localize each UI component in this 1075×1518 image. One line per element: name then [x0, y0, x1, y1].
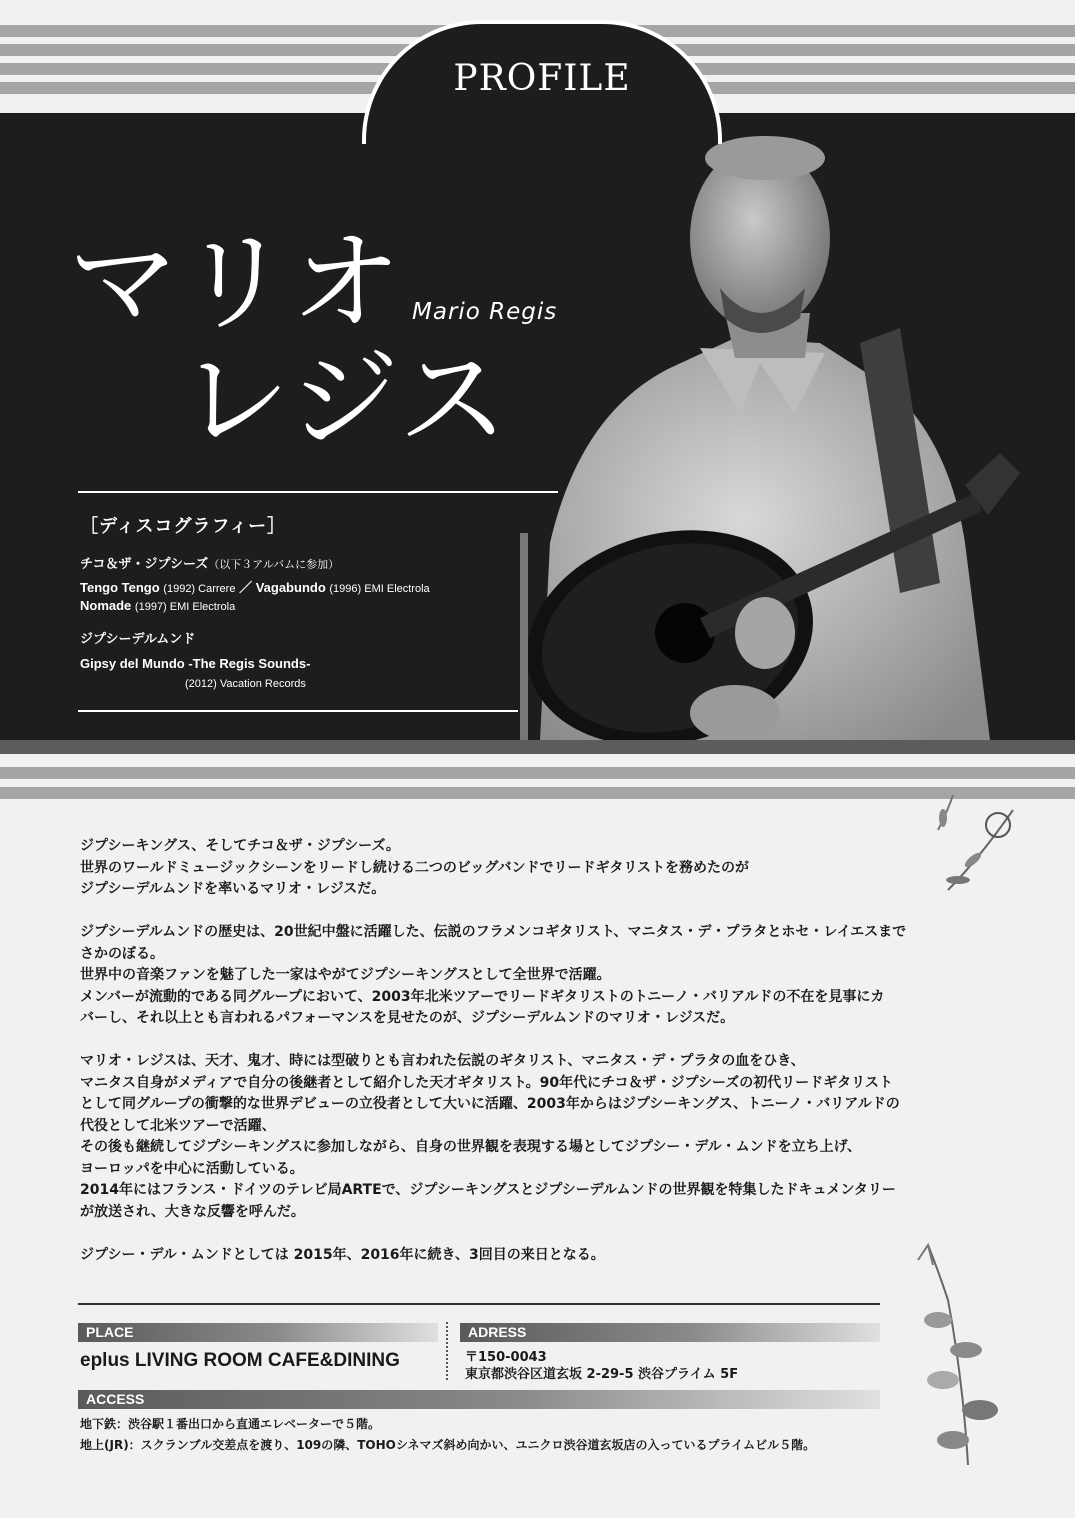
artist-name-kana-line1: マリオ: [68, 219, 403, 347]
artist-name-kana-line2: レジス: [180, 336, 510, 464]
address-label: ADRESS: [460, 1323, 880, 1342]
divider: [78, 491, 558, 493]
album-separator: ／: [239, 580, 253, 595]
biography-paragraph: マリオ・レジスは、天才、鬼才、時には型破りとも言われた伝説のギタリスト、マニタス・デ・プラタの血をひき、 マニタス自身がメディアで自分の後継者として紹介した天才ギタリスト。90年代にチコ＆ザ・ジプシーズの初代リードギタリスト として同グループの衝撃的な世界デビューの立役者として大いに活躍、2003年からはジプシーキングス、トニーノ・バリアルドの 代役として北米ツアーで活躍、 その後も継続してジプシーキングスに参加しながら、自身の世界観を表現する場としてジプシー・デル・ムンドを立ち上げ、 ヨーロッパを中心に活動している。 2014年にはフランス・ドイツのテレビ局ARTEで、ジプシーキングスとジプシーデルムンドの世界観を特集したドキュメンタリー が放送され、大きな反響を呼んだ。: [80, 1053, 900, 1220]
discography-band: [80, 553, 339, 572]
postal-code: 〒150-0043: [465, 1350, 547, 1365]
page-title: PROFILE: [453, 58, 631, 99]
divider: [78, 710, 518, 712]
venue-name: eplus LIVING ROOM CAFE&DINING: [80, 1350, 400, 1371]
place-label: PLACE: [78, 1323, 438, 1342]
discography-band: ジプシーデルムンド: [80, 632, 196, 647]
album-title: Tengo Tengo: [80, 580, 160, 595]
access-subway: 地下鉄：渋谷駅１番出口から直通エレベーターで５階。: [80, 1417, 381, 1431]
album-line: [80, 577, 430, 596]
album-line: [80, 598, 235, 613]
bottom-stripes: [0, 767, 1075, 807]
album-info: (1997) EMI Electrola: [134, 601, 236, 613]
discography-heading: ［ディスコグラフィー］: [80, 516, 287, 537]
access-ground: 地上(JR)：スクランブル交差点を渡り、109の隣、TOHOシネマズ斜め向かい、ユニクロ渋谷道玄坂店の入っているプライムビル５階。: [80, 1438, 816, 1452]
album-title: Vagabundo: [255, 580, 326, 595]
album-info: (2012) Vacation Records: [185, 678, 306, 690]
band-name: チコ＆ザ・ジプシーズ: [80, 557, 209, 572]
biography-paragraph: ジプシーキングス、そしてチコ＆ザ・ジプシーズ。 世界のワールドミュージックシーンをリードし続ける二つのビッグバンドでリードギタリストを務めたのが ジプシーデルムンドを率いるマリオ・レジスだ。: [80, 838, 750, 897]
album-title: Gipsy del Mundo -The Regis Sounds-: [80, 656, 311, 671]
album-info: (1992) Carrere: [163, 583, 236, 595]
access-label: ACCESS: [78, 1390, 880, 1409]
dotted-divider: [446, 1322, 448, 1380]
biography: [80, 836, 1010, 1288]
biography-paragraph: ジプシー・デル・ムンドとしては 2015年、2016年に続き、3回目の来日となる。: [80, 1246, 605, 1263]
artist-name-latin: Mario Regis: [412, 299, 558, 325]
hero-bottom-bar: [0, 740, 1075, 754]
album-info: (1996) EMI Electrola: [329, 583, 430, 595]
band-note: （以下３アルバムに参加）: [208, 558, 340, 571]
address: 東京都渋谷区道玄坂 2-29-5 渋谷プライム 5F: [465, 1367, 739, 1382]
album-title: Nomade: [80, 598, 132, 613]
biography-paragraph: ジプシーデルムンドの歴史は、20世紀中盤に活躍した、伝説のフラメンコギタリスト、マニタス・デ・プラタとホセ・レイエスまで さかのぼる。 世界中の音楽ファンを魅了した一家はやがてジプシーキングスとして全世界で活躍。 メンバーが流動的である同グループにおいて、2003年北米ツアーでリードギタリストのトニーノ・バリアルドの不在を見事にカ バーし、それ以上とも言われるパフォーマンスを見せたのが、ジプシーデルムンドのマリオ・レジスだ。: [80, 924, 907, 1026]
artist-photo: [520, 113, 1075, 740]
divider: [78, 1303, 880, 1305]
